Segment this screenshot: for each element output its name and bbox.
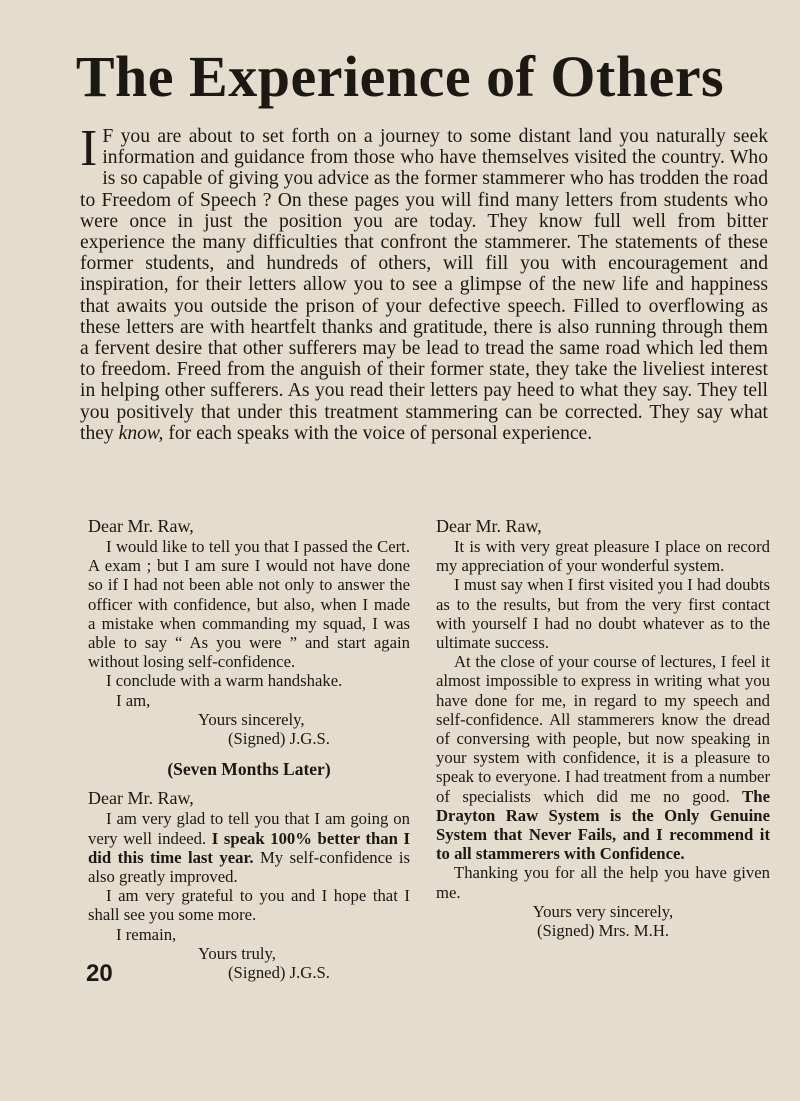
left-paragraph-1: I would like to tell you that I passed the Cert. A exam ; but I am sure I would not have done so if I had not been able not only to answer the officer with confidence, but also, when I made a mistake when commanding my squad, I was able to say “ As you were ” and start again without losing self-confidence. xyxy=(88,537,410,672)
left-closing-1: I am, xyxy=(116,690,151,710)
intro-paragraph xyxy=(80,120,768,444)
left-paragraph-3 xyxy=(88,809,410,886)
left-closing-2: Yours sincerely, xyxy=(198,709,305,729)
intro-text-end: for each speaks with the voice of personal experience. xyxy=(163,422,593,444)
intro-text: F you are about to set forth on a journey to some distant land you naturally seek information and guidance from those who have themselves visited the country. Who is so capable of giving you advice as the former stammerer who has trodden the road to Freedom of Speech ? On these pages you will find many letters from students who were once in just the position you are today. They know full well from bitter experience the many difficulties that confront the stammerer. The statements of these former students, and hundreds of others, will fill you with encouragement and inspiration, for their letters allow you to see a glimpse of the new life and happiness that awaits you outside the prison of your defective speech. Filled to overflowing as these letters are with heartfelt thanks and gratitude, there is also running through them a fervent desire that other sufferers may be lead to tread the same road which led them to freedom. Freed from the anguish of their former state, they take the liveliest interest in helping other sufferers. As you read their letters pay heed to what they say. They tell you positively that under this treatment stammering can be corrected. They say what they xyxy=(80,126,768,444)
left-closing-3: I remain, xyxy=(116,924,177,944)
left-salutation: Dear Mr. Raw, xyxy=(88,516,194,536)
right-signature: (Signed) Mrs. M.H. xyxy=(536,921,670,941)
left-para3-start: I am very glad to tell you that I am going on very well indeed. xyxy=(88,809,410,848)
right-closing-1: Yours very sincerely, xyxy=(532,901,674,921)
right-paragraph-1: It is with very great pleasure I place on record my appreciation of your wonderful system. xyxy=(436,537,770,576)
right-para3-start: At the close of your course of lectures, I feel it almost impossible to express in writing what you have done for me, in regard to my speech and self-confidence. All stammerers know the dread of conversing with people, but now speaking in your system with confidence, it is a pleasure to speak to everyone. I had treatment from a number of specialists which did me no good. xyxy=(436,652,770,806)
left-paragraph-4: I am very grateful to you and I hope that I shall see you some more. xyxy=(88,886,410,925)
left-letter-column xyxy=(88,515,410,982)
page-title: The Experience of Others xyxy=(75,44,725,109)
left-para3-bold: I speak 100% better than I did this time last year. xyxy=(88,828,410,867)
left-salutation-2: Dear Mr. Raw, xyxy=(88,788,194,809)
right-salutation: Dear Mr. Raw, xyxy=(436,516,542,536)
drop-cap: I xyxy=(80,120,98,177)
left-closing xyxy=(88,691,410,749)
left-closing-b xyxy=(88,925,410,983)
left-signature-2: (Signed) J.G.S. xyxy=(228,963,330,983)
right-paragraph-2: I must say when I first visited you I had doubts as to the results, but from the very first contact with yourself I had no doubt whatever as to the ultimate success. xyxy=(436,575,770,653)
left-closing-4: Yours truly, xyxy=(198,943,276,963)
right-letter-column xyxy=(436,515,770,940)
intro-emphasis: know, xyxy=(118,422,164,444)
right-para3-bold: The Drayton Raw System is the Only Genuine System that Never Fails, and I recommend it to all stammerers with Confidence. xyxy=(436,786,770,864)
right-closing xyxy=(436,902,770,940)
right-paragraph-3 xyxy=(436,652,770,863)
left-paragraph-2: I conclude with a warm handshake. xyxy=(106,671,343,691)
left-para3-end: My self-confidence is also greatly improved. xyxy=(88,847,410,887)
right-paragraph-4: Thanking you for all the help you have given me. xyxy=(436,863,770,902)
left-signature: (Signed) J.G.S. xyxy=(228,729,330,749)
later-heading: (Seven Months Later) xyxy=(167,759,331,780)
page-number: 20 xyxy=(86,960,113,987)
